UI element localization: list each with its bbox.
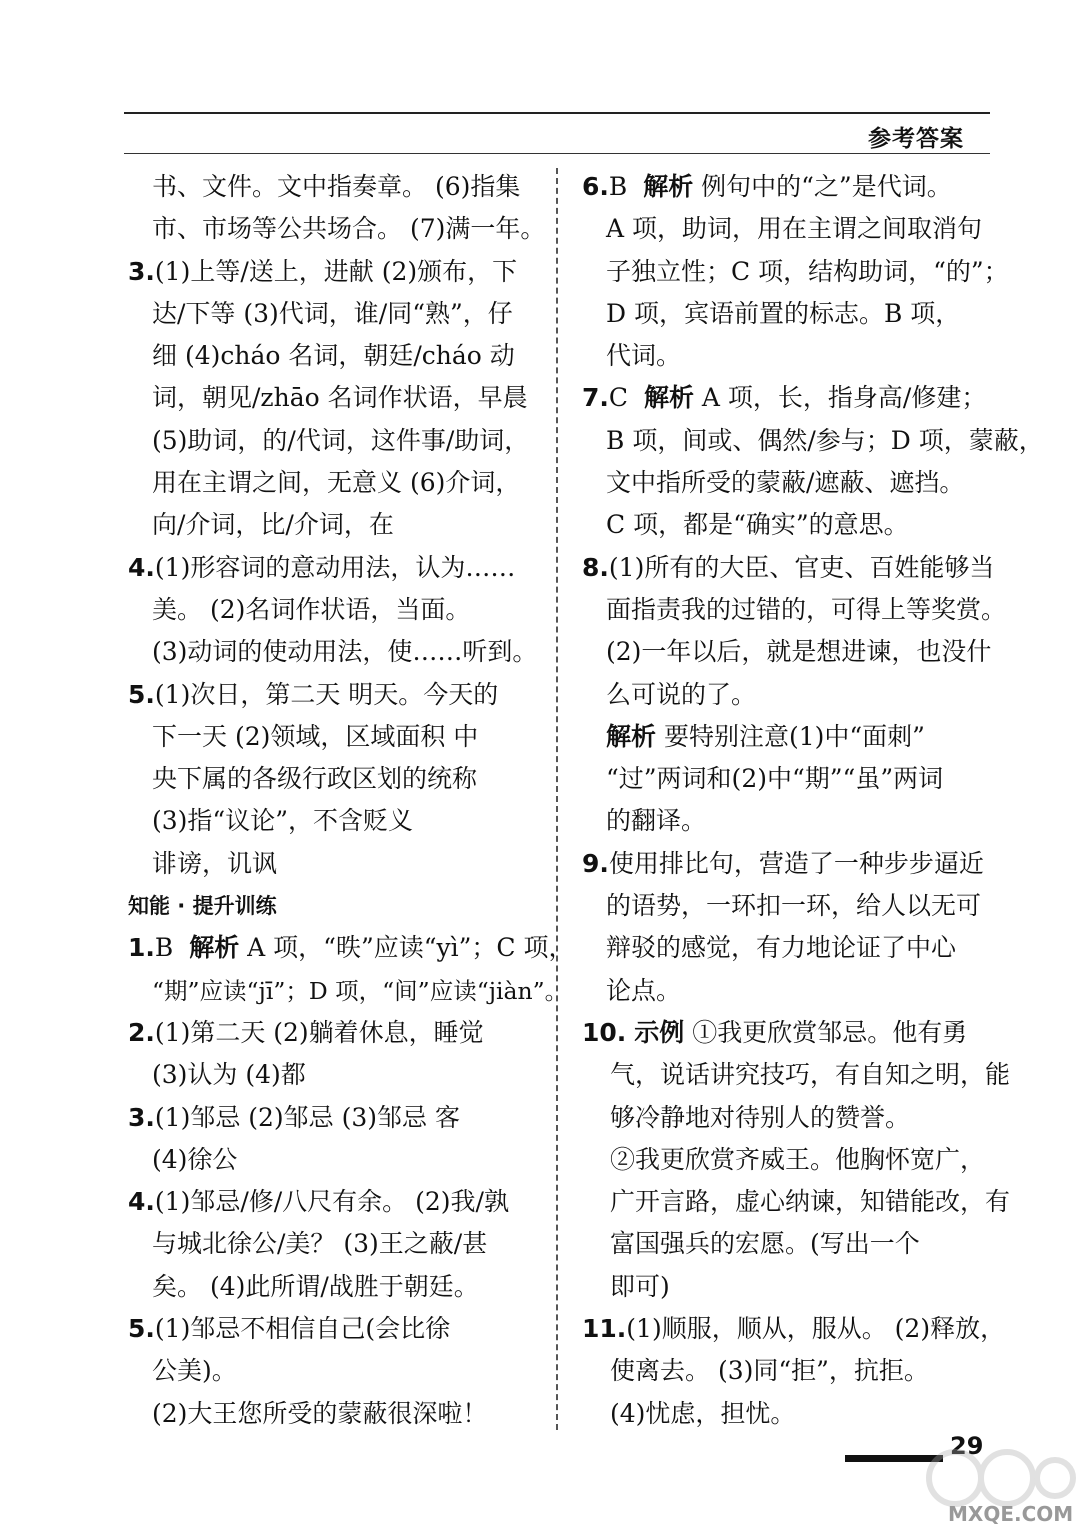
section-heading: 知能 · 提升训练 — [128, 894, 277, 919]
text-line: 达/下等 (3)代词，谁/同“熟”，仔 — [152, 298, 513, 328]
text-line: (4)忧虑，担忧。 — [610, 1398, 796, 1428]
answer-4: 4.(1)形容词的意动用法，认为…… — [128, 552, 516, 582]
text-line: (2)一年以后，就是想进谏，也没什 — [606, 637, 992, 667]
text-line: “期”应读“jī”；D 项，“间”应读“jiàn”。 — [152, 976, 569, 1005]
header-title: 参考答案 — [868, 126, 964, 152]
item-number: 3. — [128, 256, 155, 286]
column-divider — [556, 168, 558, 1430]
text-line: (2)大王您所受的蒙蔽很深啦！ — [152, 1398, 488, 1428]
text-line: 富国强兵的宏愿。(写出一个 — [610, 1229, 920, 1259]
text-line: 下一天 (2)领域，区域面积 中 — [152, 721, 479, 751]
top-rule — [124, 112, 990, 114]
text-line: 即可) — [610, 1271, 670, 1301]
item-number: 2. — [128, 1017, 155, 1047]
text-line: ②我更欣赏齐威王。他胸怀宽广， — [610, 1144, 986, 1174]
right-column — [582, 166, 1044, 1435]
text-line: 市、市场等公共场合。 (7)满一年。 — [152, 214, 546, 244]
example-label: 示例 — [634, 1017, 685, 1047]
text-line: (3)认为 (4)都 — [152, 1060, 306, 1090]
answer-4b: 4.(1)邹忌/修/八尺有余。 (2)我/孰 — [128, 1187, 509, 1217]
watermark-text: MXQE.COM — [948, 1502, 1074, 1526]
answer-10: 10. 示例 ①我更欣赏邹忌。他有勇 — [582, 1017, 968, 1047]
item-number: 4. — [128, 1187, 155, 1217]
item-number: 11. — [582, 1314, 627, 1344]
item-number: 5. — [128, 679, 155, 709]
item-number: 4. — [128, 552, 155, 582]
item-number: 6. — [582, 172, 609, 201]
text-line: 气，说话讲究技巧，有自知之明，能 — [610, 1060, 1011, 1090]
analysis-label: 解析 — [189, 933, 240, 963]
text-line: 么可说的了。 — [606, 679, 757, 709]
text-line: 的语势，一环扣一环，给人以无可 — [606, 891, 982, 921]
text-line: 的翻译。 — [606, 806, 707, 836]
answer-11: 11.(1)顺服，顺从，服从。 (2)释放， — [582, 1314, 1006, 1344]
answer-5b: 5.(1)邹忌不相信自己(会比徐 — [128, 1314, 451, 1344]
item-number: 7. — [582, 383, 609, 413]
analysis-label: 解析 — [606, 721, 657, 751]
analysis-label: 解析 — [643, 172, 694, 201]
answer-9: 9.使用排比句，营造了一种步步逼近 — [582, 848, 984, 878]
text-line: “过”两词和(2)中“期”“虽”两词 — [606, 764, 944, 794]
item-number: 8. — [582, 552, 609, 582]
page-number: 29 — [950, 1432, 984, 1460]
text-line: 使离去。 (3)同“拒”，抗拒。 — [610, 1356, 929, 1386]
text-line: 诽谤，讥讽 — [152, 848, 278, 878]
text-line: 美。 (2)名词作状语，当面。 — [152, 594, 471, 624]
item-number: 10. — [582, 1017, 627, 1047]
text-line: C 项，都是“确实”的意思。 — [606, 510, 909, 540]
text-line: 矣。 (4)此所谓/战胜于朝廷。 — [152, 1271, 479, 1301]
text-line: 论点。 — [606, 975, 682, 1005]
text-line: 够冷静地对待别人的赞誉。 — [610, 1102, 911, 1132]
text-line: 面指责我的过错的，可得上等奖赏。 — [606, 594, 1007, 624]
text-line: 书、文件。文中指奏章。 (6)指集 — [152, 172, 521, 201]
text-line: 辩驳的感觉，有力地论证了中心 — [606, 933, 957, 963]
answer-1: 1.B 解析 A 项，“昳”应读“yì”；C 项， — [128, 933, 574, 963]
item-number: 9. — [582, 848, 609, 878]
text-line: 用在主谓之间，无意义 (6)介词， — [152, 468, 521, 498]
header-rule — [124, 153, 990, 154]
text-line: A 项，助词，用在主谓之间取消句 — [606, 214, 983, 244]
answer-8: 8.(1)所有的大臣、官吏、百姓能够当 — [582, 552, 995, 582]
item-number: 1. — [128, 933, 155, 963]
text-line: 广开言路，虚心纳谏，知错能改，有 — [610, 1187, 1011, 1217]
text-line: 子独立性；C 项，结构助词，“的”； — [606, 256, 1009, 286]
text-line: (3)动词的使动用法，使……听到。 — [152, 637, 538, 667]
text-line: (4)徐公 — [152, 1144, 238, 1174]
text-line: 词，朝见/zhāo 名词作状语，早晨 — [152, 383, 528, 413]
text-line: D 项，宾语前置的标志。B 项， — [606, 298, 961, 328]
item-number: 5. — [128, 1314, 155, 1344]
answer-3b: 3.(1)邹忌 (2)邹忌 (3)邹忌 客 — [128, 1102, 460, 1132]
text-line: (5)助词，的/代词，这件事/助词， — [152, 425, 530, 455]
answer-7: 7.C 解析 A 项，长，指身高/修建； — [582, 383, 987, 413]
text-line: B 项，间或、偶然/参与；D 项，蒙蔽， — [606, 425, 1044, 455]
text-line: 向/介词，比/介词，在 — [152, 510, 394, 540]
text-line: (3)指“议论”，不含贬义 — [152, 806, 413, 836]
text-line: 文中指所受的蒙蔽/遮蔽、遮挡。 — [606, 468, 965, 498]
left-column — [128, 166, 574, 1435]
answer-2: 2.(1)第二天 (2)躺着休息，睡觉 — [128, 1017, 484, 1047]
text-line: 代词。 — [606, 341, 682, 371]
analysis-line: 解析 要特别注意(1)中“面刺” — [606, 721, 925, 751]
text-line: 公美)。 — [152, 1356, 237, 1386]
answer-3: 3.(1)上等/送上，进献 (2)颁布，下 — [128, 256, 518, 286]
answer-6: 6.B 解析 例句中的“之”是代词。 — [582, 172, 952, 201]
text-line: 与城北徐公/美？ (3)王之蔽/甚 — [152, 1229, 488, 1259]
item-number: 3. — [128, 1102, 155, 1132]
answer-5: 5.(1)次日，第二天 明天。今天的 — [128, 679, 499, 709]
analysis-label: 解析 — [643, 383, 694, 413]
text-line: 细 (4)cháo 名词，朝廷/cháo 动 — [152, 341, 515, 371]
text-line: 央下属的各级行政区划的统称 — [152, 764, 478, 794]
